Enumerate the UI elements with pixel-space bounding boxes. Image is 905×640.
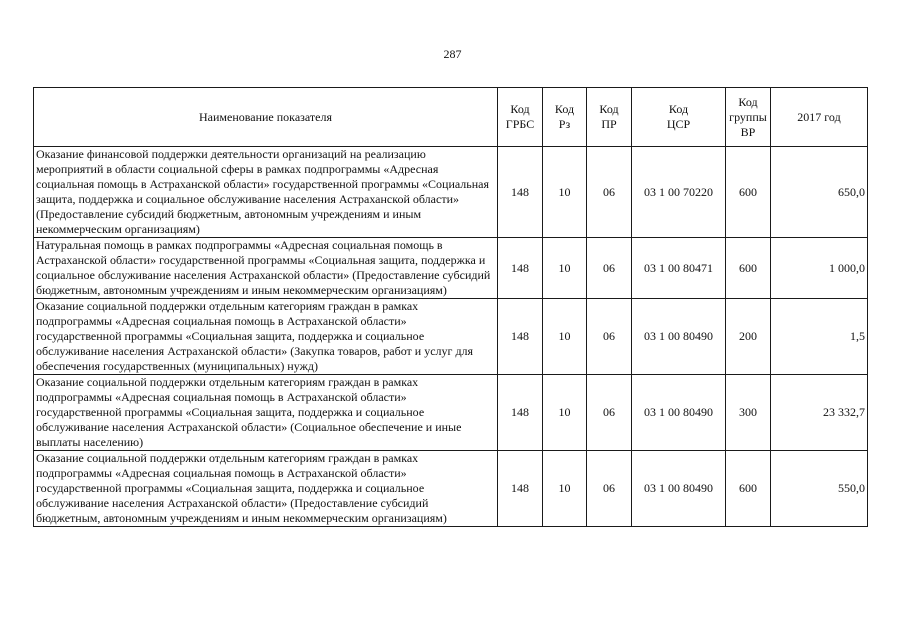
table-row (34, 299, 868, 375)
header-grbs-line: ГРБС (505, 117, 535, 131)
row-vr-cell: 300 (726, 375, 771, 451)
row-vr-cell: 600 (726, 147, 771, 238)
row-pr-cell: 06 (587, 375, 632, 451)
row-csr-cell: 03 1 00 80471 (632, 238, 726, 299)
header-year: 2017 год (771, 88, 868, 147)
row-csr-cell: 03 1 00 80490 (632, 299, 726, 375)
row-csr-cell: 03 1 00 80490 (632, 375, 726, 451)
row-amount-cell: 550,0 (771, 451, 868, 527)
row-rz-cell: 10 (543, 147, 587, 238)
page-number: 287 (443, 47, 462, 61)
row-grbs-cell: 148 (498, 238, 543, 299)
row-amount-cell: 23 332,7 (771, 375, 868, 451)
header-csr (632, 88, 726, 147)
row-grbs-cell: 148 (498, 147, 543, 238)
row-grbs-cell: 148 (498, 451, 543, 527)
table-row (34, 375, 868, 451)
table-row (34, 238, 868, 299)
row-name-cell: Оказание социальной поддержки отдельным категориям граждан в рамках подпрограммы «Адресная социальная помощь в Астраханской области» государственной программы «Социальная защита, поддержка и социальное обслуживание населения Астраханской области» (Предоставление субсидий бюджетным, автономным учреждениям и иным некоммерческим организациям) (34, 451, 498, 527)
row-name-cell: Натуральная помощь в рамках подпрограммы «Адресная социальная помощь в Астраханской области» государственной программы «Социальная защита, поддержка и социальное обслуживание населения Астраханской области» (Предоставление субсидий бюджетным, автономным учреждениям и иным некоммерческим организациям) (34, 238, 498, 299)
header-name: Наименование показателя (34, 88, 498, 147)
row-name-cell: Оказание социальной поддержки отдельным категориям граждан в рамках подпрограммы «Адресная социальная помощь в Астраханской области» государственной программы «Социальная защита, поддержка и социальное обслуживание населения Астраханской области» (Социальное обеспечение и иные выплаты населению) (34, 375, 498, 451)
header-grbs (498, 88, 543, 147)
header-vr-line: ВР (740, 124, 756, 139)
header-rz-line: Рз (558, 117, 571, 131)
table-header-row (34, 88, 868, 147)
row-vr-cell: 600 (726, 238, 771, 299)
header-vr (726, 88, 771, 147)
header-grbs-line: Код (510, 102, 530, 116)
header-pr-line: ПР (601, 117, 617, 131)
row-csr-cell: 03 1 00 70220 (632, 147, 726, 238)
row-vr-cell: 200 (726, 299, 771, 375)
row-rz-cell: 10 (543, 299, 587, 375)
header-vr-line: Код (738, 94, 758, 109)
row-grbs-cell: 148 (498, 299, 543, 375)
table-row (34, 451, 868, 527)
header-csr-line: Код (668, 102, 689, 116)
table-row (34, 147, 868, 238)
row-pr-cell: 06 (587, 299, 632, 375)
row-amount-cell: 650,0 (771, 147, 868, 238)
budget-table (33, 87, 868, 527)
header-rz (543, 88, 587, 147)
header-pr-line: Код (599, 102, 619, 116)
row-amount-cell: 1,5 (771, 299, 868, 375)
header-pr (587, 88, 632, 147)
row-name-cell: Оказание социальной поддержки отдельным категориям граждан в рамках подпрограммы «Адресная социальная помощь в Астраханской области» государственной программы «Социальная защита, поддержка и социальное обслуживание населения Астраханской области» (Закупка товаров, работ и услуг для обеспечения государственных (муниципальных) нужд) (34, 299, 498, 375)
row-rz-cell: 10 (543, 375, 587, 451)
row-rz-cell: 10 (543, 451, 587, 527)
header-vr-line: группы (729, 109, 767, 124)
row-amount-cell: 1 000,0 (771, 238, 868, 299)
row-grbs-cell: 148 (498, 375, 543, 451)
row-rz-cell: 10 (543, 238, 587, 299)
header-rz-line: Код (554, 102, 575, 116)
header-csr-line: ЦСР (666, 117, 691, 131)
row-csr-cell: 03 1 00 80490 (632, 451, 726, 527)
row-pr-cell: 06 (587, 451, 632, 527)
row-pr-cell: 06 (587, 238, 632, 299)
row-pr-cell: 06 (587, 147, 632, 238)
row-vr-cell: 600 (726, 451, 771, 527)
row-name-cell: Оказание финансовой поддержки деятельности организаций на реализацию мероприятий в области социальной сферы в рамках подпрограммы «Адресная социальная помощь в Астраханской области» государственной программы «Социальная защита, поддержка и социальное обслуживание населения Астраханской области» (Предоставление субсидий бюджетным, автономным учреждениям и иным некоммерческим организациям) (34, 147, 498, 238)
